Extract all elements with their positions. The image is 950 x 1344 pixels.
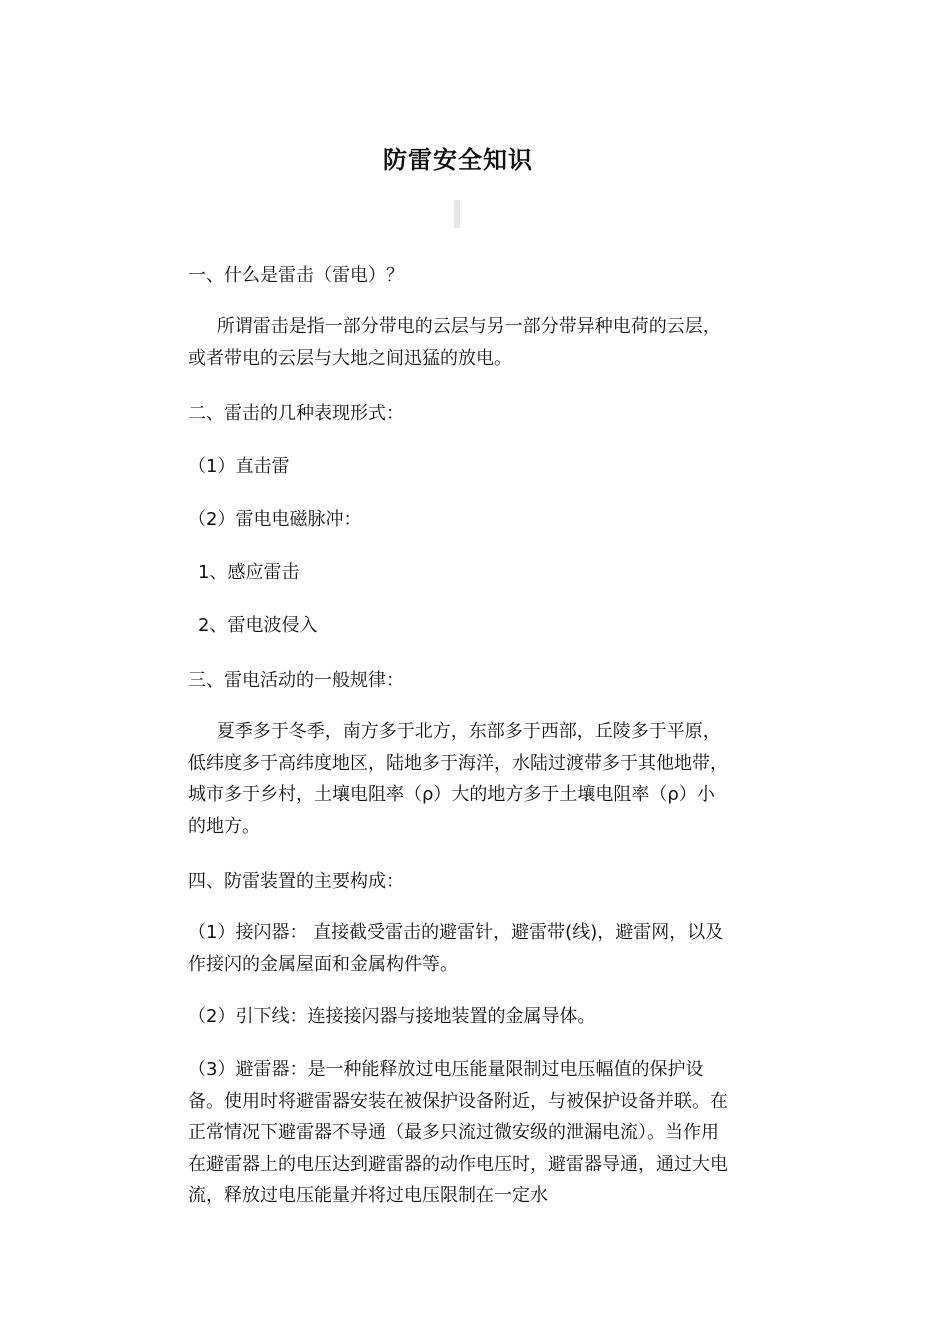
section-2-item-1: （1）直击雷 — [188, 456, 290, 477]
section-1-heading: 一、什么是雷击（雷电）？ — [188, 265, 404, 286]
section-4-item-1: （1）接闪器： 直接截受雷击的避雷针，避雷带(线)，避雷网，以及作接闪的金属屋面和金属构件等。 — [188, 922, 724, 975]
section-4-item-2: （2）引下线：连接接闪器与接地装置的金属导体。 — [188, 1006, 596, 1027]
section-4-item-3: （3）避雷器：是一种能释放过电压能量限制过电压幅值的保护设备。使用时将避雷器安装在被保护设备附近，与被保护设备并联。在正常情况下避雷器不导通（最多只流过微安级的泄漏电流）。当作用在避雷器上的电压达到避雷器的动作电压时，避雷器导通，通过大电流，释放过电压能量并将过电压限制在一定水 — [188, 1059, 728, 1206]
section-2-heading: 二、雷击的几种表现形式： — [188, 403, 404, 424]
section-2-item-2: （2）雷电电磁脉冲： — [188, 509, 362, 530]
section-1-paragraph: 所谓雷击是指一部分带电的云层与另一部分带异种电荷的云层，或者带电的云层与大地之间迅猛的放电。 — [188, 316, 721, 369]
section-3-paragraph: 夏季多于冬季，南方多于北方，东部多于西部，丘陵多于平原，低纬度多于高纬度地区，陆地多于海洋，水陆过渡带多于其他地带，城市多于乡村，土壤电阻率（ρ）大的地方多于土壤电阻率（ρ）小的地方。 — [188, 721, 728, 837]
section-2-subitem-2: 2、雷电波侵入 — [198, 615, 318, 636]
section-4-heading: 四、防雷装置的主要构成： — [188, 871, 404, 892]
decorative-mark — [454, 200, 460, 228]
section-3-heading: 三、雷电活动的一般规律： — [188, 670, 404, 691]
page-title: 防雷安全知识 — [383, 146, 533, 174]
section-2-subitem-1: 1、感应雷击 — [198, 562, 300, 583]
